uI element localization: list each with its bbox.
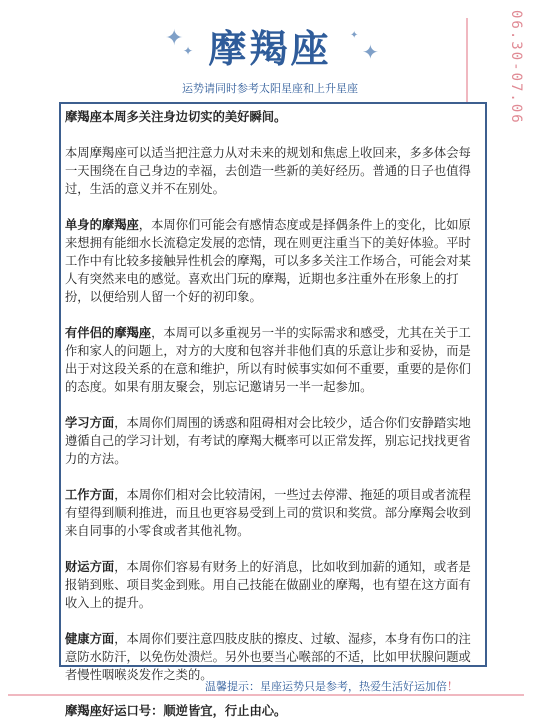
section-text: ，本周可以多重视另一半的实际需求和感受，尤其在关于工作和家人的问题上，对方的大度和包容并非他们真的乐意让步和妥协，而是出于对这段关系的在意和维护，所以有时候事实如何不重要，重要的是你们的态度。如果有朋友聚会，别忘记邀请另一半一起参加。 [65,326,471,394]
section-text: ，本周你们容易有财务上的好消息，比如收到加薪的通知，或者是报销到账、项目奖金到账。用自己技能在做副业的摩羯，也有望在这方面有收入上的提升。 [65,560,471,610]
section-text: ，本周你们可能会有感情态度或是择偶条件上的变化，比如原来想拥有能细水长流稳定发展的恋情，现在则更注重当下的美好体验。平时工作中有比较多接触异性机会的摩羯，可以多多关注工作场合，可能会对某人有突然来电的感觉。喜欢出门玩的摩羯，近期也多注重外在形象上的打扮，以便给别人留一个好的初印象。 [65,218,471,304]
footer-tip [205,678,458,694]
sparkle-icon: ✦ [183,44,194,58]
page-subtitle: 运势请同时参考太阳星座和上升星座 [182,82,358,95]
section-label: 有伴侣的摩羯座 [65,326,152,340]
section-wealth [65,558,479,612]
intro-heading: 摩羯座本周多关注身边切实的美好瞬间。 [65,110,287,124]
section-work [65,486,479,540]
page-title: 摩羯座 [208,27,332,71]
section-label: 工作方面 [65,488,115,502]
section-health [65,630,479,684]
date-range: 06.30-07.06 [508,10,524,125]
section-text: ，本周你们周围的诱惑和阻碍相对会比较少，适合你们安静踏实地遵循自己的学习计划，有考试的摩羯大概率可以正常发挥，别忘记找找更省力的方法。 [65,416,471,466]
section-label: 单身的摩羯座 [65,218,139,232]
section-label: 学习方面 [65,416,115,430]
section-single [65,216,479,306]
sparkle-icon: ✦ [350,30,359,41]
section-partnered [65,324,479,396]
sparkle-icon: ✦ [165,26,184,51]
overview-paragraph: 本周摩羯座可以适当把注意力从对未来的规划和焦虑上收回来，多多体会每一天围绕在自己身边的幸福，去创造一些新的美好经历。普通的日子也值得过，生活的意义并不在别处。 [65,146,471,196]
section-label: 健康方面 [65,632,115,646]
section-study [65,414,479,468]
sparkle-icon: ✦ [362,40,379,64]
lucky-slogan: 摩羯座好运口号：顺逆皆宜，行止由心。 [65,704,287,718]
section-text: ，本周你们相对会比较清闲，一些过去停滞、拖延的项目或者流程有望得到顺利推进，而且也更容易受到上司的赏识和奖赏。部分摩羯会收到来自同事的小零食或者其他礼物。 [65,488,471,538]
decorative-horizontal-line [8,694,524,696]
footer-mark: ！ [447,680,458,693]
footer-text: 温馨提示：星座运势只是参考，热爱生活好运加倍 [205,680,447,693]
section-label: 财运方面 [65,560,115,574]
section-text: ，本周你们要注意四肢皮肤的擦皮、过敏、湿疹，本身有伤口的注意防水防汗，以免伤处溃烂。另外也要当心喉部的不适，比如甲状腺问题或者慢性咽喉炎发作之类的。 [65,632,471,682]
